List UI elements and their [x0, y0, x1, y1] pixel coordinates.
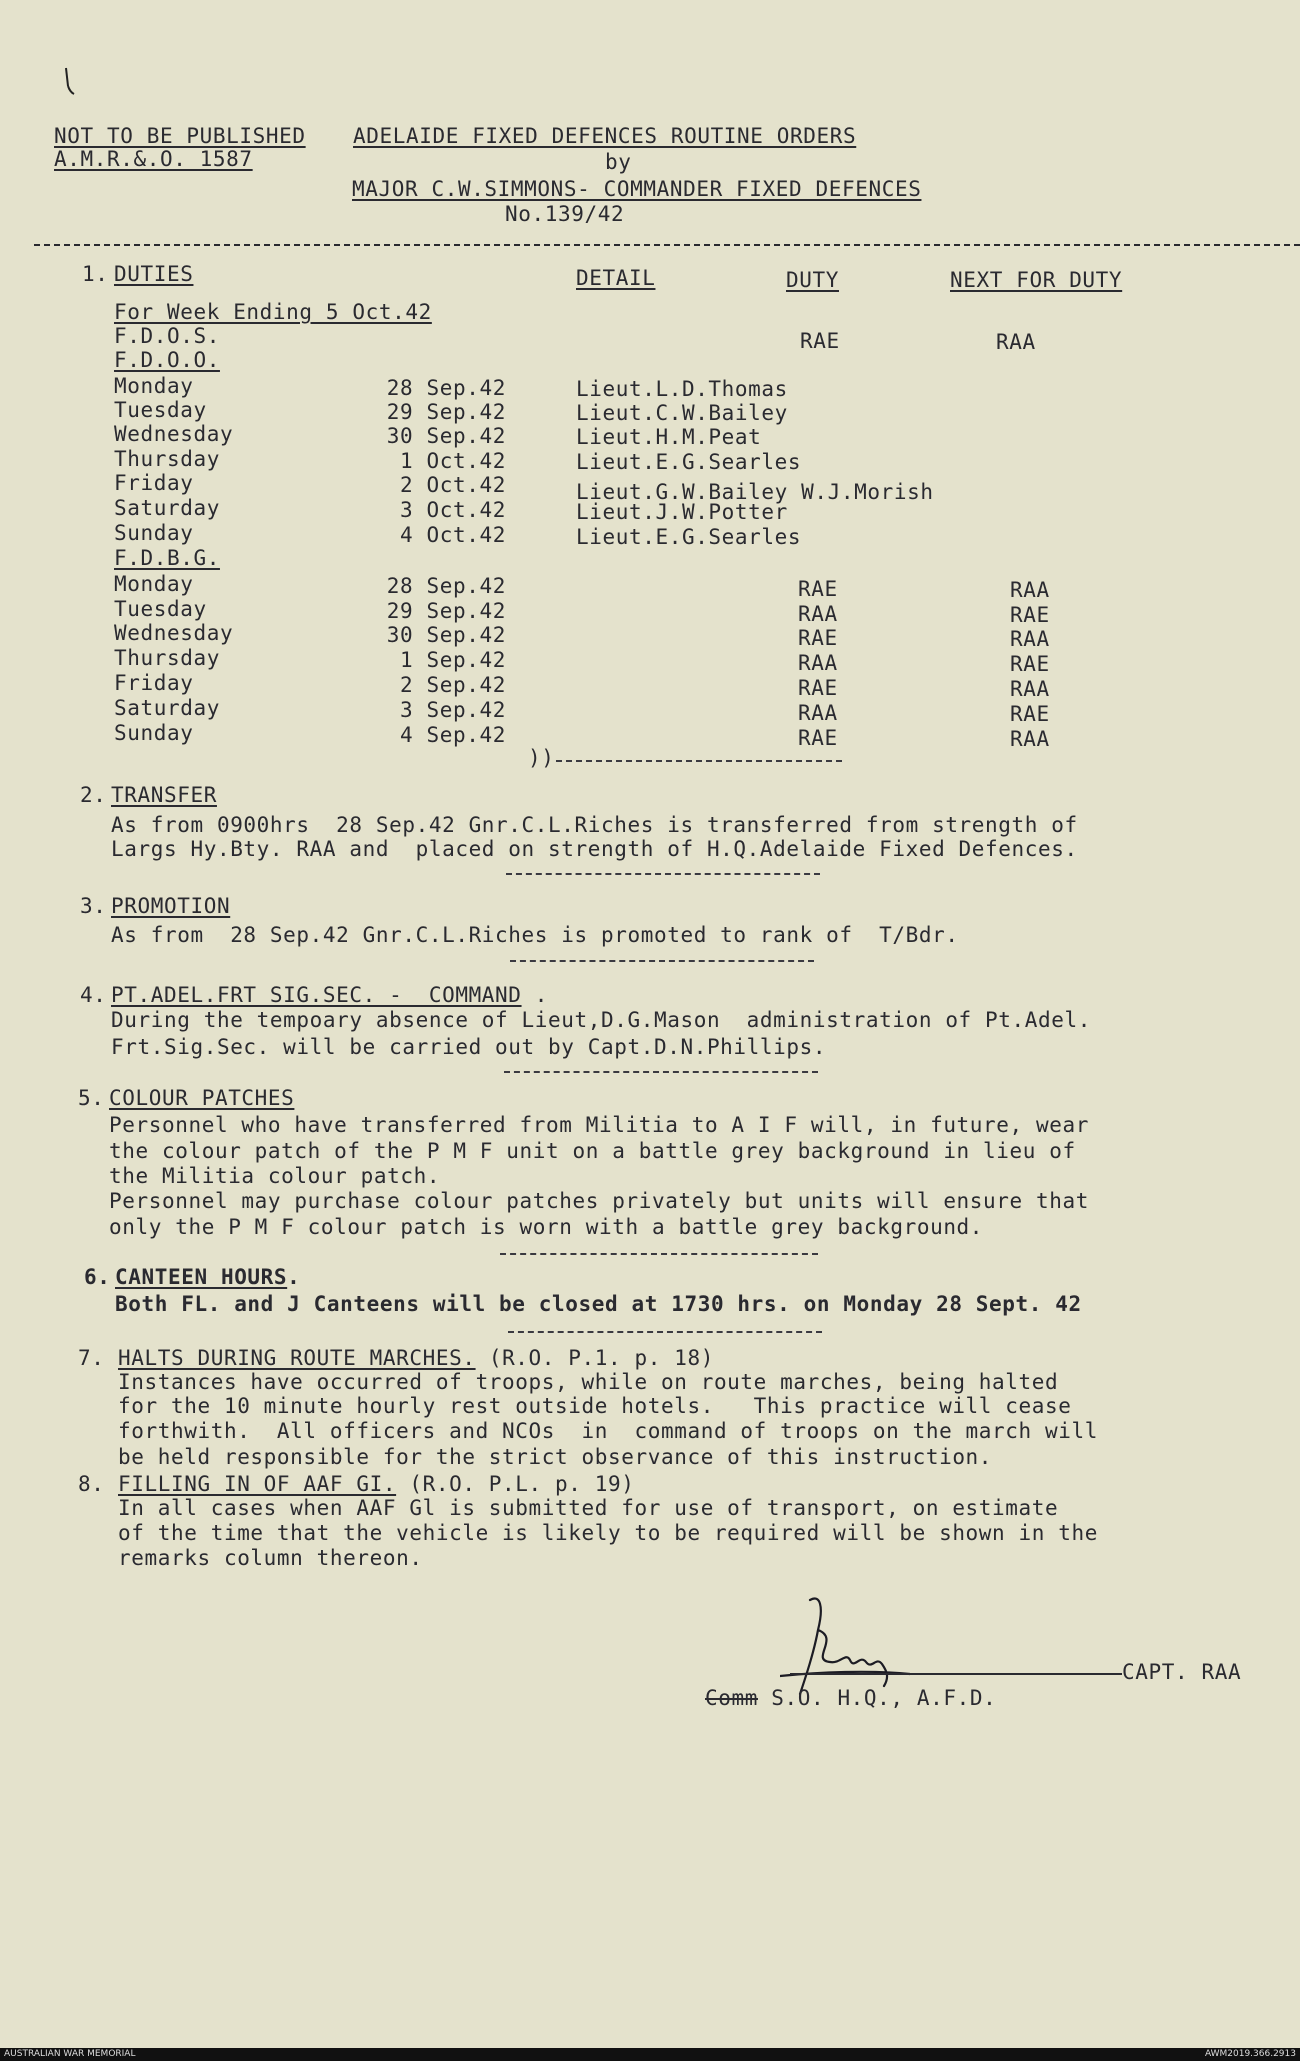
body-line: Personnel who have transferred from Militia to A I F will, in future, wear	[109, 1113, 1089, 1137]
section-title-command	[111, 983, 548, 1007]
section-number: 6.	[84, 1265, 111, 1289]
fdoo-date: 4 Oct.42	[400, 523, 506, 547]
struck-text: Comm	[705, 1686, 758, 1710]
fdbg-duty: RAE	[798, 626, 838, 650]
fdoo-date: 1 Oct.42	[400, 449, 506, 473]
section-number: 5.	[78, 1086, 105, 1110]
fdoo-detail: Lieut.L.D.Thomas	[576, 377, 788, 401]
fdoo-date: 29 Sep.42	[386, 400, 506, 424]
body-line: During the tempoary absence of Lieut,D.G.Mason administration of Pt.Adel.	[111, 1008, 1091, 1032]
section-divider	[500, 1253, 818, 1255]
command-title-suffix: .	[521, 983, 549, 1007]
fdbg-date: 2 Sep.42	[400, 673, 506, 697]
fdbg-duty: RAE	[798, 676, 838, 700]
fdbg-next: RAA	[1010, 627, 1050, 651]
body-line: for the 10 minute hourly rest outside hotels. This practice will cease	[118, 1394, 1072, 1418]
column-header-duty: DUTY	[786, 268, 839, 292]
handwritten-signature	[780, 1590, 910, 1700]
section-divider	[556, 760, 842, 762]
section-title-transfer: TRANSFER	[111, 783, 217, 807]
fdbg-day: Monday	[114, 572, 194, 596]
body-line: In all cases when AAF Gl is submitted for use of transport, on estimate	[118, 1496, 1059, 1520]
fdoo-date: 2 Oct.42	[400, 473, 506, 497]
fdoo-detail: Lieut.G.W.Bailey W.J.Morish	[576, 480, 934, 504]
body-line: As from 0900hrs 28 Sep.42 Gnr.C.L.Riches is transferred from strength of	[111, 813, 1078, 837]
body-line: Both FL. and J Canteens will be closed at 1730 hrs. on Monday 28 Sept. 42	[115, 1292, 1082, 1316]
archive-name: AUSTRALIAN WAR MEMORIAL	[4, 2049, 136, 2059]
section-title-promotion: PROMOTION	[111, 894, 231, 918]
halts-title-text: HALTS DURING ROUTE MARCHES.	[118, 1346, 476, 1370]
section-number: 7.	[78, 1346, 105, 1370]
week-ending: For Week Ending 5 Oct.42	[114, 300, 432, 324]
fdbg-day: Thursday	[114, 646, 220, 670]
fdbg-duty: RAA	[798, 602, 838, 626]
body-line: the Militia colour patch.	[109, 1164, 441, 1188]
fdbg-next: RAA	[1010, 677, 1050, 701]
section-divider	[510, 960, 814, 962]
fdoo-day: Tuesday	[114, 398, 207, 422]
section-title-duties: DUTIES	[114, 262, 194, 286]
fdbg-next: RAE	[1010, 702, 1050, 726]
office-text: S.O. H.Q., A.F.D.	[757, 1686, 997, 1710]
document-title: ADELAIDE FIXED DEFENCES ROUTINE ORDERS	[353, 124, 857, 148]
fdoo-date: 30 Sep.42	[386, 424, 506, 448]
fdbg-next: RAE	[1010, 652, 1050, 676]
section-divider	[508, 1331, 822, 1333]
fdoo-detail: Lieut.C.W.Bailey	[576, 401, 788, 425]
fdos-duty: RAE	[800, 329, 840, 353]
fdbg-next: RAA	[1010, 727, 1050, 751]
archive-footer	[0, 2048, 1300, 2061]
fdbg-date: 30 Sep.42	[386, 623, 506, 647]
section-title-colour-patches: COLOUR PATCHES	[109, 1086, 295, 1110]
fdoo-date: 3 Oct.42	[400, 498, 506, 522]
body-line: only the P M F colour patch is worn with a battle grey background.	[109, 1215, 984, 1239]
end-mark: ))	[528, 746, 555, 770]
header-divider	[34, 244, 1300, 246]
section-number: 8.	[78, 1472, 105, 1496]
column-header-next: NEXT FOR DUTY	[950, 268, 1123, 292]
fdoo-day: Friday	[114, 471, 194, 495]
fdbg-day: Friday	[114, 671, 194, 695]
fdoo-date: 28 Sep.42	[386, 376, 506, 400]
fdos-next: RAA	[996, 330, 1036, 354]
fdbg-date: 3 Sep.42	[400, 698, 506, 722]
commander-line: MAJOR C.W.SIMMONS- COMMANDER FIXED DEFENCES	[352, 177, 922, 201]
fdoo-detail: Lieut.H.M.Peat	[576, 425, 762, 449]
section-title-filling	[118, 1472, 635, 1496]
fdbg-duty: RAE	[798, 577, 838, 601]
fdbg-day: Saturday	[114, 696, 220, 720]
halts-reference: (R.O. P.1. p. 18)	[475, 1346, 714, 1370]
body-line: be held responsible for the strict observance of this instruction.	[118, 1445, 993, 1469]
fdoo-day: Monday	[114, 374, 194, 398]
fdbg-date: 1 Sep.42	[400, 648, 506, 672]
signatory-office	[705, 1686, 996, 1710]
body-line: Personnel may purchase colour patches privately but units will ensure that	[109, 1189, 1089, 1213]
fdbg-label: F.D.B.G.	[114, 546, 220, 570]
pencil-tick-mark	[62, 66, 76, 96]
section-number: 3.	[80, 894, 107, 918]
section-title-canteen	[115, 1265, 300, 1289]
signature-line	[790, 1673, 1122, 1675]
archive-reference: AWM2019.366.2913	[1204, 2049, 1296, 2059]
body-line: Frt.Sig.Sec. will be carried out by Capt.D.N.Phillips.	[111, 1035, 827, 1059]
fdbg-day: Wednesday	[114, 621, 234, 645]
fdoo-day: Wednesday	[114, 422, 234, 446]
column-header-detail: DETAIL	[576, 266, 656, 290]
section-title-halts	[118, 1346, 714, 1370]
fdbg-duty: RAA	[798, 651, 838, 675]
fdoo-day: Saturday	[114, 496, 220, 520]
body-line: Instances have occurred of troops, while on route marches, being halted	[118, 1370, 1059, 1394]
command-title-text: PT.ADEL.FRT SIG.SEC. - COMMAND	[111, 983, 522, 1007]
filling-title-text: FILLING IN OF AAF GI.	[118, 1472, 397, 1496]
fdoo-label: F.D.O.O.	[114, 348, 220, 372]
body-line: remarks column thereon.	[118, 1546, 423, 1570]
fdbg-duty: RAE	[798, 726, 838, 750]
fdbg-duty: RAA	[798, 701, 838, 725]
fdbg-day: Sunday	[114, 721, 194, 745]
body-line: of the time that the vehicle is likely to be required will be shown in the	[118, 1521, 1098, 1545]
fdoo-detail: Lieut.E.G.Searles	[576, 525, 802, 549]
reference-number: A.M.R.&.O. 1587	[54, 147, 253, 171]
fdoo-detail: Lieut.E.G.Searles	[576, 450, 802, 474]
body-line: Largs Hy.Bty. RAA and placed on strength of H.Q.Adelaide Fixed Defences.	[111, 837, 1078, 861]
section-divider	[504, 1071, 818, 1073]
fdoo-day: Thursday	[114, 447, 220, 471]
fdbg-day: Tuesday	[114, 597, 207, 621]
by-label: by	[605, 150, 632, 174]
publication-notice: NOT TO BE PUBLISHED	[54, 124, 306, 148]
fdbg-date: 28 Sep.42	[386, 574, 506, 598]
filling-reference: (R.O. P.L. p. 19)	[396, 1472, 635, 1496]
fdbg-next: RAA	[1010, 578, 1050, 602]
body-line: the colour patch of the P M F unit on a battle grey background in lieu of	[109, 1139, 1076, 1163]
body-line: forthwith. All officers and NCOs in command of troops on the march will	[118, 1419, 1098, 1443]
section-number: 2.	[80, 783, 107, 807]
fdbg-date: 4 Sep.42	[400, 723, 506, 747]
signatory-rank: CAPT. RAA	[1122, 1660, 1242, 1684]
fdbg-date: 29 Sep.42	[386, 599, 506, 623]
section-divider	[506, 873, 820, 875]
order-number: No.139/42	[505, 202, 625, 226]
canteen-title-text: CANTEEN HOURS	[115, 1265, 288, 1289]
canteen-title-suffix: .	[287, 1265, 301, 1289]
section-number: 1.	[82, 262, 109, 286]
fdoo-day: Sunday	[114, 521, 194, 545]
body-line: As from 28 Sep.42 Gnr.C.L.Riches is promoted to rank of T/Bdr.	[111, 923, 959, 947]
fdoo-detail: Lieut.J.W.Potter	[576, 500, 788, 524]
fdbg-next: RAE	[1010, 603, 1050, 627]
fdos-label: F.D.O.S.	[114, 324, 220, 348]
section-number: 4.	[80, 983, 107, 1007]
